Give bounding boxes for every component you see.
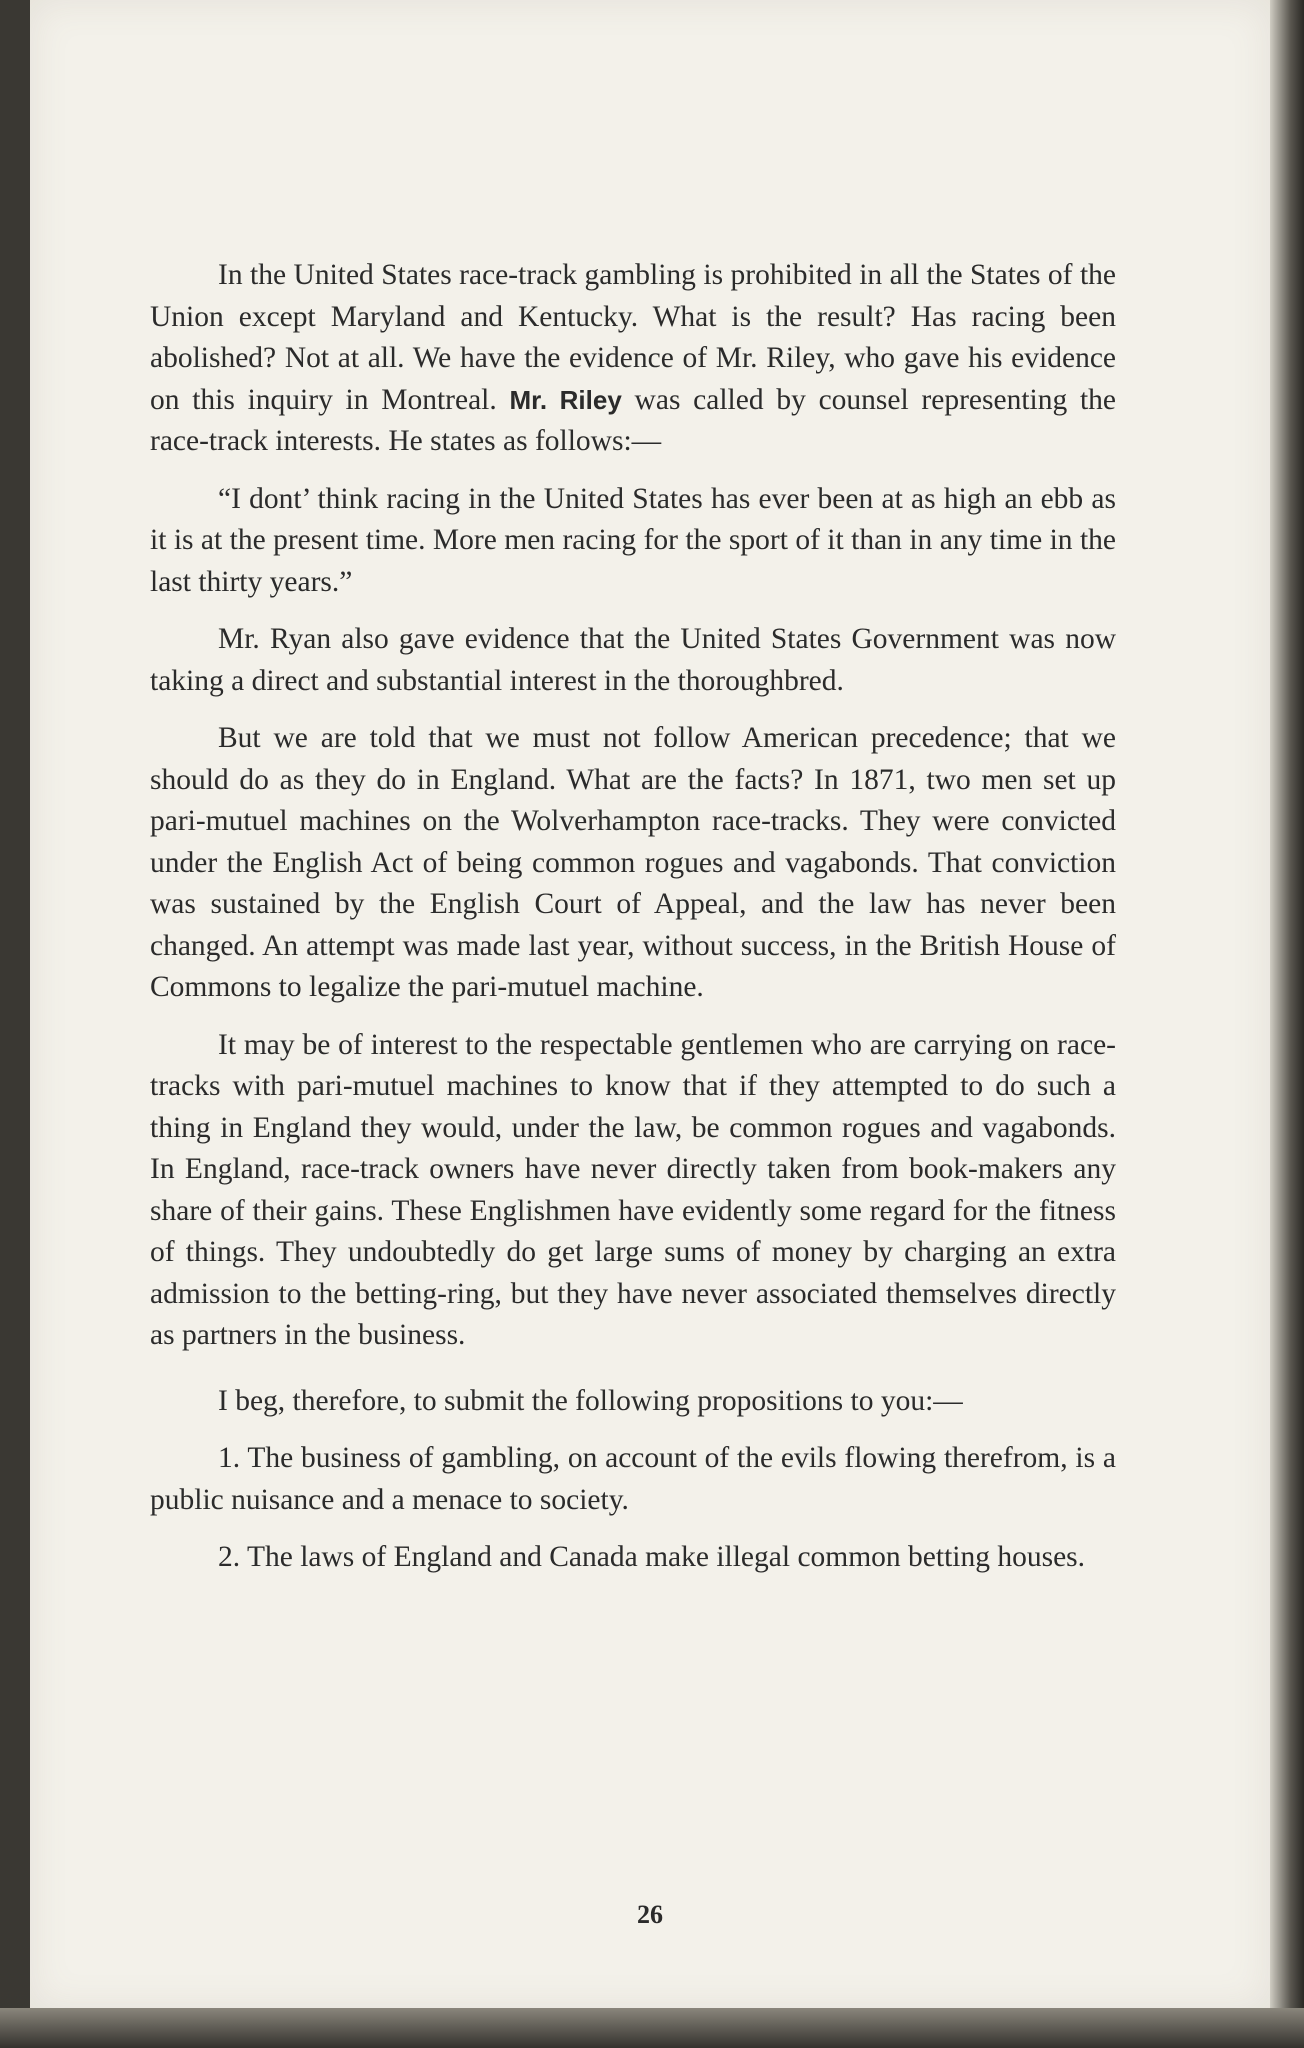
page-number: 26 [637,1900,663,1929]
paragraph-propositions-intro: I beg, therefore, to submit the following propositions to you:— [218,1384,963,1417]
document-page [30,0,1276,2010]
proposition-1: 1. The business of gambling, on account of the evils flowing therefrom, is a public nuisance and a menace to society. [150,1442,1116,1516]
book-edge [1270,0,1304,2048]
riley-name-bold: Mr. Riley [509,384,622,415]
paragraph-us-racing-text-2: was called by counsel representing the race-track interests. He states as follows:— [150,383,1117,457]
body-text [150,255,1116,1595]
paragraph-riley-quote: “I dont’ think racing in the United States has ever been at as high an ebb as it is at the present time. More men racing for the sport of it than in any time in the last thirty years.” [150,482,1116,598]
proposition-2: 2. The laws of England and Canada make illegal common betting houses. [218,1541,1086,1573]
bottom-binding-edge [0,2008,1304,2048]
paragraph-ryan-evidence: Mr. Ryan also gave evidence that the United States Government was now taking a direct and substantial interest in the thoroughbred. [150,623,1116,697]
paragraph-us-racing-text-1: In the United States race-track gambling is prohibited in all the States of the Union except Maryland and Kentucky. What is the result? Has racing been abolished? Not at all. We have the evidence of Mr. Riley, who gave his evidence on this inquiry in Montreal. [150,259,1116,416]
paragraph-england-facts: But we are told that we must not follow American precedence; that we should do as they do in England. What are the facts? In 1871, two men set up pari-mutuel machines on the Wolverhampton race-tracks. They were convicted under the English Act of being common rogues and vagabonds. That conviction was sustained by the English Court of Appeal, and the law has never been changed. An attempt was made last year, without success, in the British House of Commons to legalize the pari-mutuel machine. [150,722,1116,1003]
paragraph-respectable-gentlemen: It may be of interest to the respectable gentlemen who are carrying on race-tracks with pari-mutuel machines to know that if they attempted to do such a thing in England they would, under the law, be common rogues and vagabonds. In England, race-track owners have never directly taken from book-makers any share of their gains. These Englishmen have evidently some regard for the fitness of things. They undoubtedly do get large sums of money by charging an extra admission to the betting-ring, but they have never associated themselves directly as partners in the business. [150,1028,1116,1351]
paragraph-us-racing [150,255,1116,463]
